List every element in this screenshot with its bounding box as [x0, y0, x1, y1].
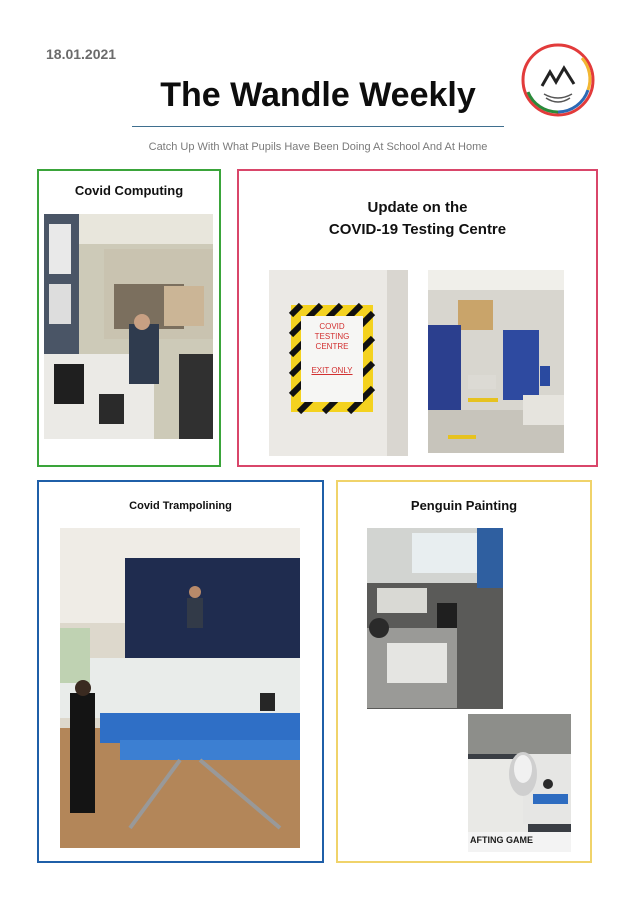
- newspaper-headline-fragment: AFTING GAME: [470, 835, 533, 845]
- sign-line2: TESTING: [314, 332, 350, 341]
- testing-room-photo: [428, 270, 564, 453]
- trampolining-photo: [60, 528, 300, 848]
- testing-title-line2: COVID-19 Testing Centre: [328, 221, 507, 238]
- computing-title: Covid Computing: [74, 183, 184, 198]
- trampolining-section: [37, 480, 324, 863]
- newsletter-title: The Wandle Weekly: [160, 76, 476, 114]
- trampolining-title: Covid Trampolining: [129, 500, 232, 512]
- testing-title-line1: Update on the: [367, 199, 468, 216]
- penguin-painting-section: [336, 480, 592, 863]
- testing-centre-section: [237, 169, 598, 467]
- computing-section: [37, 169, 221, 467]
- penguin-photo-classroom: [367, 528, 503, 709]
- penguin-title: Penguin Painting: [410, 498, 518, 513]
- computing-photo: [44, 214, 213, 439]
- sign-line3: CENTRE: [315, 342, 349, 351]
- newsletter-subtitle: Catch Up With What Pupils Have Been Doing At School And At Home: [148, 141, 488, 153]
- sign-exit: EXIT ONLY: [311, 366, 353, 375]
- issue-date: 18.01.2021: [46, 46, 117, 62]
- sign-line1: COVID: [319, 322, 345, 331]
- header-divider: [132, 126, 504, 127]
- school-logo: [520, 42, 596, 118]
- penguin-photo-painting: [468, 714, 571, 852]
- testing-sign-photo: [269, 270, 408, 456]
